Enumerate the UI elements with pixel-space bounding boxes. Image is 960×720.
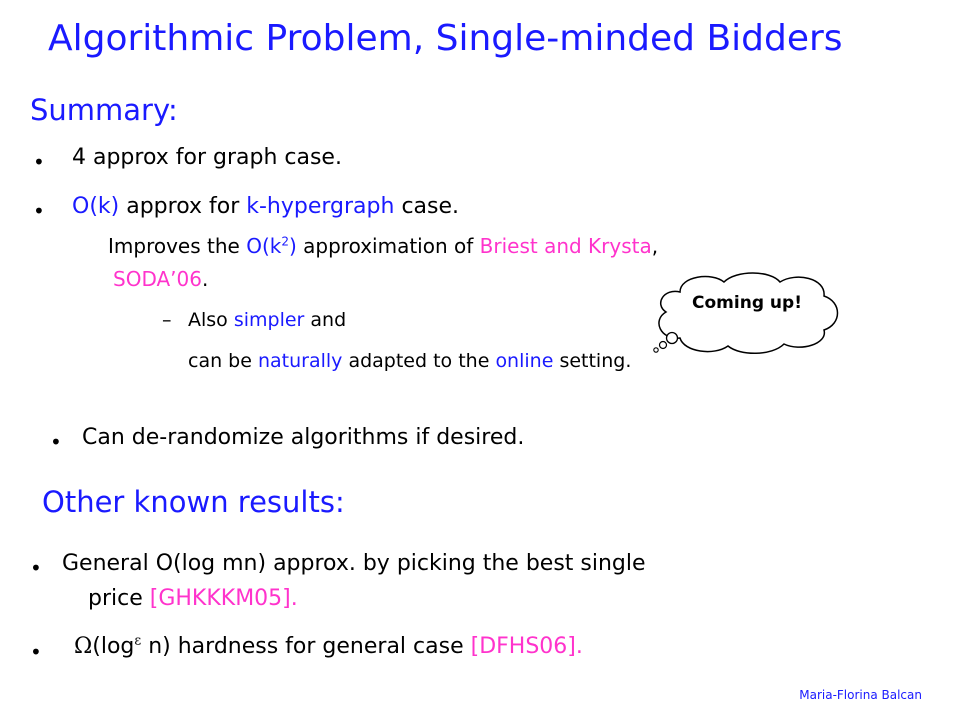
improves-line <box>108 234 658 258</box>
hypergraph-term: k-hypergraph <box>246 194 395 219</box>
bullet-dot: • <box>50 430 62 454</box>
superscript: 2 <box>281 234 289 249</box>
citation: [DFHS06]. <box>470 634 583 659</box>
naturally-term: naturally <box>257 350 343 372</box>
sub-item-simpler <box>188 309 346 331</box>
bullet-dot: • <box>33 199 45 223</box>
text-span: setting. <box>553 350 632 372</box>
online-term: online <box>495 350 554 372</box>
text-span: O(k <box>246 234 282 258</box>
citation: [GHKKKM05]. <box>149 586 298 611</box>
sub-item-online <box>188 350 631 372</box>
text-span: Improves the <box>108 234 247 258</box>
bullet-dot: • <box>30 640 42 664</box>
coming-up-callout: Coming up! <box>692 293 802 313</box>
other-results-heading: Other known results: <box>42 485 345 519</box>
simpler-term: simpler <box>233 309 305 331</box>
sub-bullet-dash: – <box>162 309 172 331</box>
text-span: adapted to the <box>342 350 496 372</box>
text-span: (log <box>92 634 135 659</box>
superscript: ε <box>134 633 142 649</box>
text-span: n) hardness for general case <box>141 634 471 659</box>
other-item-hardness <box>74 634 583 659</box>
author-footer: Maria-Florina Balcan <box>799 688 922 702</box>
text-span: approximation of <box>296 234 480 258</box>
bullet-dot: • <box>33 150 45 174</box>
derandomize-item: Can de-randomize algorithms if desired. <box>82 425 525 450</box>
text-span: Also <box>188 309 234 331</box>
text-span: can be <box>188 350 258 372</box>
citation-authors: Briest and Krysta <box>479 234 652 258</box>
text-span: and <box>304 309 347 331</box>
venue-line <box>113 267 208 291</box>
bullet-dot: • <box>30 556 42 580</box>
ok2-term <box>246 234 297 258</box>
text-span: approx for <box>119 194 247 219</box>
text-span: , <box>651 234 659 258</box>
summary-item-graph: 4 approx for graph case. <box>72 145 342 170</box>
ok-term: O(k) <box>72 194 120 219</box>
other-item-general-line2 <box>88 586 298 611</box>
slide-title: Algorithmic Problem, Single-minded Bidders <box>48 18 843 59</box>
other-item-general-line1: General O(log mn) approx. by picking the best single <box>62 551 646 576</box>
text-span: case. <box>394 194 460 219</box>
omega-symbol: Ω <box>74 634 93 659</box>
text-span: ) <box>288 234 297 258</box>
summary-heading: Summary: <box>30 93 178 127</box>
citation-venue: SODA’06 <box>113 267 202 291</box>
summary-item-hypergraph <box>72 194 459 219</box>
text-span: . <box>201 267 209 291</box>
text-span: price <box>88 586 150 611</box>
